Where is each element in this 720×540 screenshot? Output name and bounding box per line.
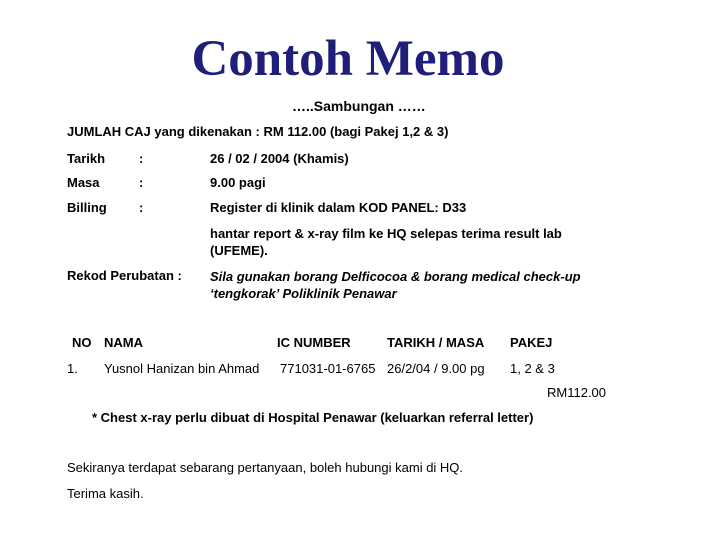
field-value-billing: Register di klinik dalam KOD PANEL: D33	[210, 200, 467, 215]
header-no: NO	[72, 335, 92, 350]
field-sep-masa: :	[139, 175, 144, 190]
field-label-billing: Billing	[67, 200, 107, 215]
row-no: 1.	[67, 361, 78, 376]
field-value-tarikh: 26 / 02 / 2004 (Khamis)	[210, 151, 349, 166]
header-nama: NAMA	[104, 335, 143, 350]
total-amount: RM112.00	[547, 385, 607, 400]
chest-xray-note: * Chest x-ray perlu dibuat di Hospital Penawar (keluarkan referral letter)	[92, 410, 534, 425]
memo-title: Contoh Memo	[191, 31, 505, 87]
header-tarikh: TARIKH / MASA	[387, 335, 485, 350]
row-tarikh: 26/2/04 / 9.00 pg	[387, 361, 485, 376]
field-sep-billing: :	[139, 200, 144, 215]
field-sep-tarikh: :	[139, 151, 144, 166]
field-label-tarikh: Tarikh	[67, 151, 106, 166]
row-nama: Yusnol Hanizan bin Ahmad	[104, 361, 260, 376]
field-label-masa: Masa	[67, 175, 100, 190]
rekod-label: Rekod Perubatan :	[67, 268, 182, 283]
footer-inquiry: Sekiranya terdapat sebarang pertanyaan, boleh hubungi kami di HQ.	[67, 460, 464, 475]
charges-line: JUMLAH CAJ yang dikenakan : RM 112.00 (bagi Pakej 1,2 & 3)	[67, 124, 449, 139]
rekod-value: Sila gunakan borang Delficocoa & borang medical check-up ‘tengkorak’ Poliklinik Penawar	[210, 269, 581, 301]
header-pakej: PAKEJ	[510, 335, 553, 350]
billing-extra: hantar report & x-ray film ke HQ selepas terima result lab (UFEME).	[210, 226, 562, 258]
footer-thanks: Terima kasih.	[67, 486, 144, 501]
memo-subtitle: …..Sambungan ……	[292, 98, 426, 114]
header-ic: IC NUMBER	[277, 335, 351, 350]
row-pakej: 1, 2 & 3	[510, 361, 555, 376]
field-value-masa: 9.00 pagi	[210, 175, 266, 190]
row-ic: 771031-01-6765	[280, 361, 376, 376]
